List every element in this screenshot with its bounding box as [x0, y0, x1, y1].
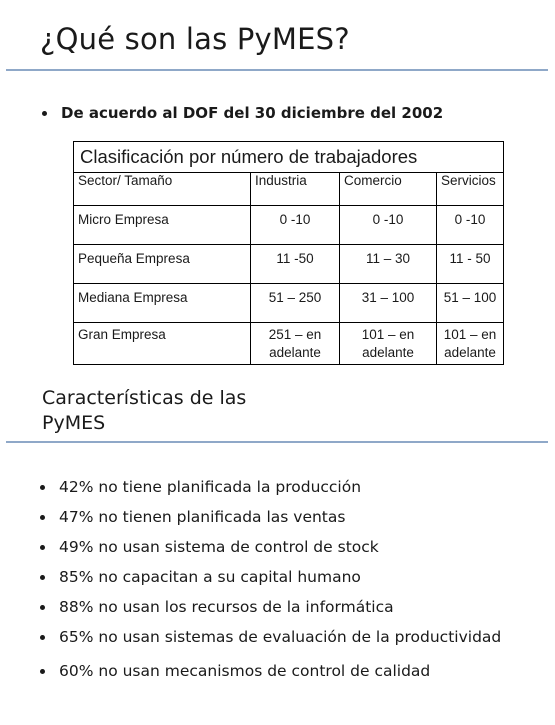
list-item-text: 65% no usan sistemas de evaluación de la productividad — [59, 628, 502, 646]
classification-table — [73, 141, 504, 365]
bullet-icon — [40, 515, 45, 520]
list-item — [40, 597, 502, 617]
page-title: ¿Qué son las PyMES? — [40, 22, 350, 56]
table-row — [74, 206, 504, 245]
list-item — [40, 537, 502, 557]
list-item — [40, 507, 502, 527]
table-cell: 11 – 30 — [340, 245, 437, 284]
table-cell: Gran Empresa — [74, 323, 251, 365]
bullet-icon — [40, 485, 45, 490]
section-divider — [6, 441, 548, 443]
bullet-icon — [40, 669, 45, 674]
list-item — [40, 661, 502, 681]
table-row — [74, 323, 504, 365]
bullet-icon — [42, 111, 47, 116]
table-cell: 101 – en adelante — [437, 323, 504, 365]
header-cell: Comercio — [340, 173, 437, 206]
table-cell: 0 -10 — [340, 206, 437, 245]
intro-bullet — [42, 104, 443, 122]
bullet-icon — [40, 575, 45, 580]
table-cell: 101 – en adelante — [340, 323, 437, 365]
section-title: Características de las PyMES — [42, 387, 247, 434]
bullet-icon — [40, 605, 45, 610]
list-item-text: 85% no capacitan a su capital humano — [59, 568, 361, 586]
table-row — [74, 245, 504, 284]
list-item-text: 47% no tienen planificada las ventas — [59, 508, 346, 526]
list-item — [40, 627, 502, 647]
table-cell: 0 -10 — [437, 206, 504, 245]
bullet-icon — [40, 545, 45, 550]
traits-list — [40, 477, 502, 691]
table-header-row — [74, 173, 504, 206]
bullet-icon — [40, 635, 45, 640]
table-cell: 11 -50 — [251, 245, 340, 284]
table-cell: 251 – en adelante — [251, 323, 340, 365]
list-item — [40, 477, 502, 497]
list-item-text: 88% no usan los recursos de la informática — [59, 598, 394, 616]
table-caption: Clasificación por número de trabajadores — [74, 142, 504, 173]
table-cell: 51 – 100 — [437, 284, 504, 323]
table-cell: Mediana Empresa — [74, 284, 251, 323]
list-item-text: 60% no usan mecanismos de control de calidad — [59, 662, 431, 680]
table-cell: 0 -10 — [251, 206, 340, 245]
table-row — [74, 284, 504, 323]
table-cell: Micro Empresa — [74, 206, 251, 245]
list-item-text: 49% no usan sistema de control de stock — [59, 538, 379, 556]
list-item-text: 42% no tiene planificada la producción — [59, 478, 362, 496]
table-cell: 11 - 50 — [437, 245, 504, 284]
list-item — [40, 567, 502, 587]
intro-text: De acuerdo al DOF del 30 diciembre del 2002 — [61, 104, 444, 122]
table-cell: Pequeña Empresa — [74, 245, 251, 284]
table-cell: 51 – 250 — [251, 284, 340, 323]
table-cell: 31 – 100 — [340, 284, 437, 323]
header-cell: Industria — [251, 173, 340, 206]
header-cell: Sector/ Tamaño — [74, 173, 251, 206]
title-divider — [6, 69, 548, 71]
header-cell: Servicios — [437, 173, 504, 206]
